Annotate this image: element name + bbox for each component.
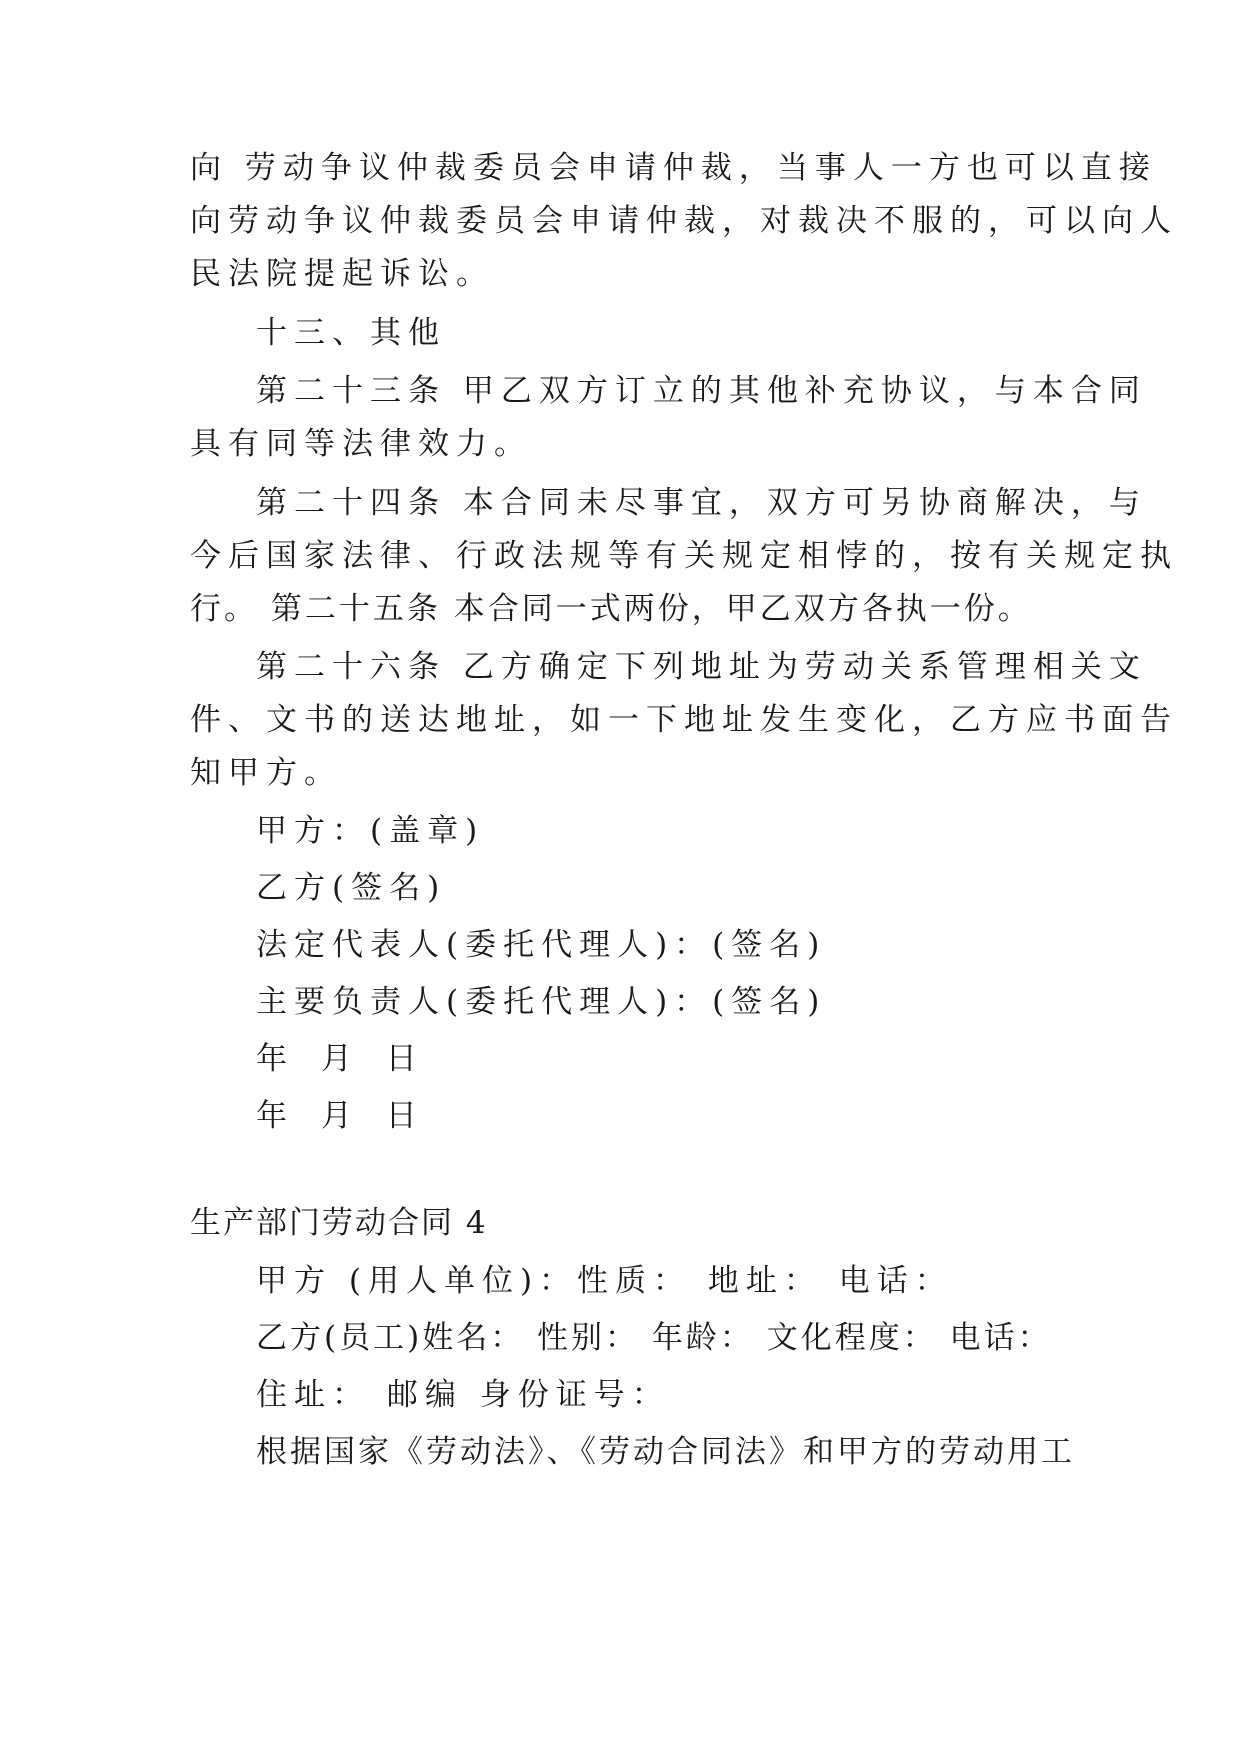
contract-line: 乙方(员工)姓名： 性别： 年龄： 文化程度： 电话： (256, 1320, 1052, 1356)
date-line: 年 月 日 (256, 1041, 429, 1077)
party-a-seal-line: 甲方：(盖章) (256, 813, 485, 849)
section-heading: 十三、其他 (256, 315, 446, 351)
contract-line: 住址： 邮编 身份证号： (256, 1377, 670, 1413)
paragraph-line: 民法院提起诉讼。 (190, 256, 494, 292)
contract-line: 根据国家《劳动法》、《劳动合同法》和甲方的劳动用工 (256, 1434, 1075, 1470)
legal-representative-line: 法定代表人(委托代理人)：(签名) (256, 927, 827, 963)
date-line: 年 月 日 (256, 1098, 429, 1134)
paragraph-line: 第二十四条 本合同未尽事宜，双方可另协商解决，与 (256, 485, 1147, 521)
paragraph-line: 件、文书的送达地址，如一下地址发生变化，乙方应书面告 (190, 702, 1178, 738)
paragraph-line: 第二十三条 甲乙双方订立的其他补充协议，与本合同 (256, 373, 1147, 409)
party-b-signature-line: 乙方(签名) (256, 870, 447, 906)
paragraph-line: 知甲方。 (190, 755, 342, 791)
contract-line: 甲方 (用人单位)：性质： 地址： 电话： (256, 1263, 953, 1299)
principal-line: 主要负责人(委托代理人)：(签名) (256, 984, 827, 1020)
paragraph-line: 今后国家法律、行政法规等有关规定相悖的，按有关规定执 (190, 538, 1178, 574)
paragraph-line: 向劳动争议仲裁委员会申请仲裁，对裁决不服的，可以向人 (190, 203, 1178, 239)
section-title: 生产部门劳动合同 4 (190, 1205, 488, 1241)
paragraph-line: 行。 第二十五条 本合同一式两份，甲乙双方各执一份。 (190, 591, 1032, 627)
paragraph-line: 向 劳动争议仲裁委员会申请仲裁，当事人一方也可以直接 (190, 150, 1157, 186)
paragraph-line: 第二十六条 乙方确定下列地址为劳动关系管理相关文 (256, 649, 1147, 685)
paragraph-line: 具有同等法律效力。 (190, 426, 532, 462)
